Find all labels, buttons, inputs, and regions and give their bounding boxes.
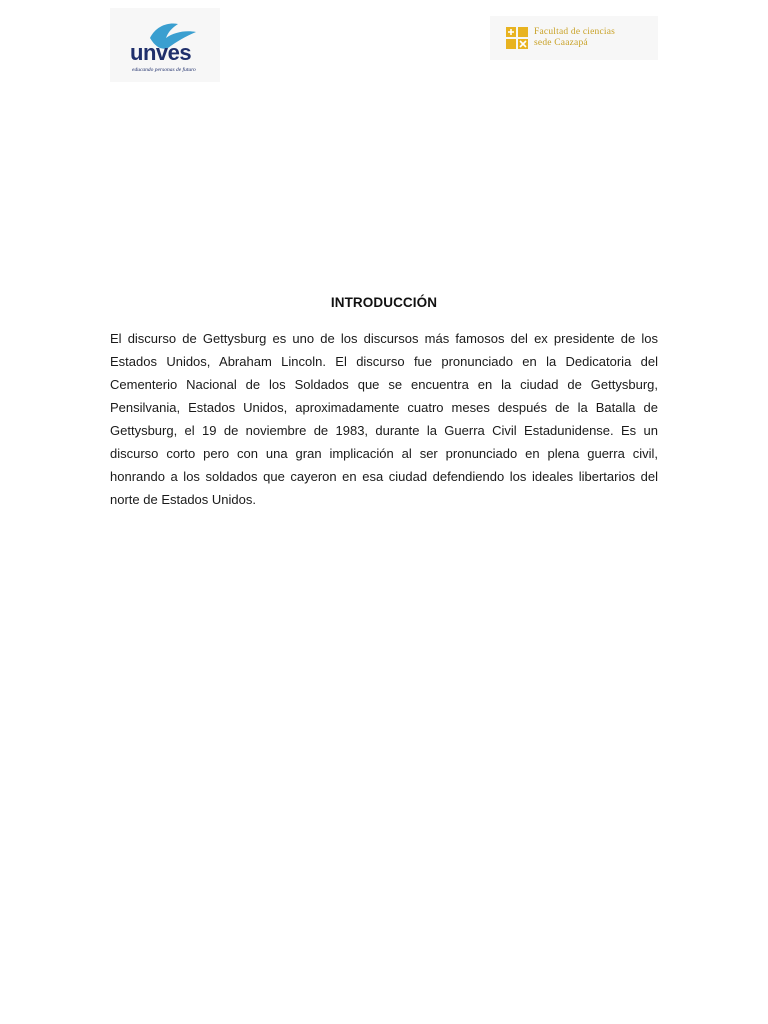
facultad-logo <box>490 16 658 60</box>
document-title: INTRODUCCIÓN <box>330 295 438 310</box>
facultad-line1: Facultad de ciencias <box>534 27 616 37</box>
facultad-line2: sede Caazapá <box>534 38 588 48</box>
svg-text:educando personas de futuro: educando personas de futuro <box>132 67 196 73</box>
facultad-logo-text <box>534 27 615 49</box>
introduction-paragraph: El discurso de Gettysburg es uno de los discursos más famosos del ex presidente de los Estados Unidos, Abraham Lincoln. El discurso fue pronunciado en la Dedicatoria del Cementerio Nacional de los Soldados que se encuentra en la ciudad de Gettysburg, Pensilvania, Estados Unidos, aproximadamente cuatro meses después de la Batalla de Gettysburg, el 19 de noviembre de 1983, durante la Guerra Civil Estadunidense. Es un discurso corto pero con una gran implicación al ser pronunciado en plena guerra civil, honrando a los soldados que cayeron en esa ciudad defendiendo los ideales libertarios del norte de Estados Unidos. <box>110 331 658 507</box>
svg-text:unves: unves <box>130 40 192 65</box>
unves-logo-graphic <box>110 8 220 82</box>
unves-logo <box>110 8 220 82</box>
facultad-mark-icon <box>506 27 528 49</box>
